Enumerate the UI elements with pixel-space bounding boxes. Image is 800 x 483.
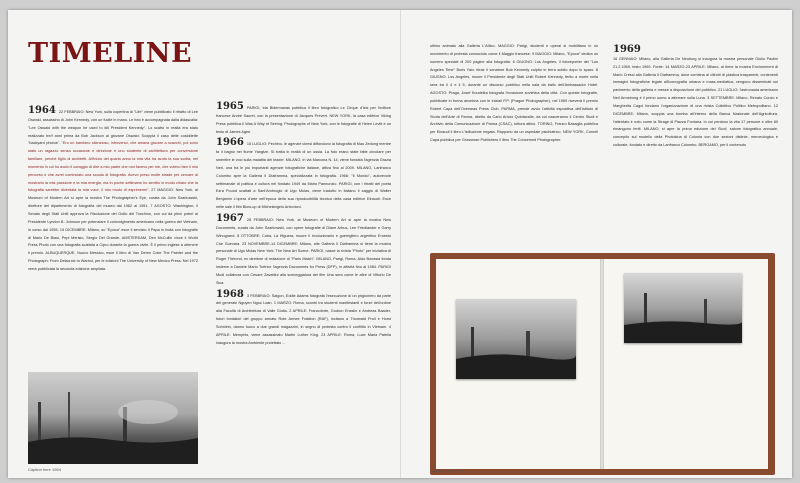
page-title: TIMELINE: [28, 38, 193, 69]
year-heading: 1969: [613, 44, 641, 55]
photo-caption: Caption here 1924: [430, 468, 463, 473]
year-heading: 1967: [216, 212, 244, 224]
quote-text: "Ero un bambino silenzioso, introverso, che amava giocare a scacchi, poi sono stato un ragazzo senza occasione e direzione e uno studente di architettura per conversione familiare, perché figlio di architetti. All'inizio del quarto anno la mia vita ha avuto la sua svolta, nel momento in cui ho avuto il coraggio di dire a mio padre che non facevo per me, che volevo fare il mio percorso e che avrei cominciato una scuola di fotografia. Avevo preso molte strade per cercare di mostrarlo la mia passione e la mia energia, ma in poche settimane ho sentito in modo chiaro che la fotografia sarebbe diventata la mia voce, il mio modo di esprimermi".: [28, 141, 198, 193]
notebook-photo: [430, 253, 775, 475]
entry-text: PARIGI, Ida Bidermanas pubblica il libro fotografico Le Cirque d'Izis per l'editore francese André Sauret, con la presentazione di Jacques Prévert. NEW YORK, la casa editrice Viking Press pubblica Il Was A Way of Seeing: Photographs of New York, con le fotografie di Helen Levitt e un testo di James Agee.: [216, 106, 391, 134]
timeline-column-1: [28, 107, 198, 277]
year-heading: 1964: [28, 105, 56, 116]
entry-text: 16 GENNAIO: Milano, alla Galleria De Neuburg si inaugura la mostra personale Giulio Paolini 21.2.1969, testo 1969. Fonte: 14 MARZO-23 APRILE: Milano, al tiene la mostra Environment di Mario Cresci alla Galleria Il Diaframma, dove combina al cilindri di plastica trasparenti, contenenti immagini fotografiche legate all'iconografia urbana e mass-mediatica, vengono disseminati sul pavimento della galleria e messe a disposizione del pubblico. 21 LUGLIO: l'astronauta americano Neil Armstrong è il primo uomo a atterrare sulla Luna. 3 SETTEMBRE: Milano, Renato Curcio e Margherita Cagol fondano l'organizzazione di una rivista Collettivo Politico Metropolitano. 12 DICEMBRE: Milano, scoppia una bomba all'interno della Banca Nazionale dell'Agricoltura, l'attentato è noto come la Strage di Piazza Fontana. In cui perdono la vita 17 persone e oltre 80 rimangono feriti. MILANO, si apre la prima edizione del Sicof, salone fotografico annuale, concepito sul modello della Photokina di Colonia con due sezioni distinte, merceologica e culturale, fondato e diretto da Lanfranco Colombo. BERGAMO, per il contenuto: [613, 56, 778, 148]
entry-1966: [216, 139, 391, 212]
timeline-column-4: [613, 46, 778, 153]
year-heading: 1968: [216, 288, 244, 300]
entry-text: 27 MAGGIO: New York, al Museum of Modern Art si apre la mostra The Photographer's Eye, curata da John Szarkowski, direttore del dipartimento di fotografia del museo dal 1962 al 1991. 7 AGOSTO: Washington, il Senato degli Stati Uniti approva la Risoluzione del Golfo del Tonchino, con cui dà pieni poteri al Presidente Lyndon B. Johnson per potenziare il coinvolgimento americano nella guerra del Vietnam, in corso dal 1955. 15 DICEMBRE: Milano, su "Epoca" esce il servizio Il Papa in India con fotografie di Mario De Biasi, Pepi Merisio, Sergio Del Grande. AMSTERDAM, Den McCullin vince il World Press Photo con una fotografia scattata a Cipro durante la guerra civile. È il primo inglese a ottenere il premio. ALBUQUERQUE, Nuovo Messico, esce Il libro di Van Deren Coke The Painter and the Photograph: From Delacroix to Warhol, per le edizioni The University of New Mexico Press. Nel 1972 verrà pubblicata la seconda edizione ampliata.: [28, 188, 198, 271]
entry-text: 15 LUGLIO: Pechino, le agenzie cinesi diffondono la fotografia di Mao Zedong mentre fa il bagno nel fiume Yangtze. Si tratta in realtà di un ossia. La foto erano state fatte circolare per smentire le voci sulla malattia del leader. MILANO, in via Marcona N. 14, viene fondata l'agenzia Grazia Neri, una tra le più importanti agenzie fotografiche italiane, attiva fino al 2009. MILANO, Lanfranco Colombo apre la Galleria Il Diaframma, specializzata in fotografia. 1966: "Il Mondo", autorevole settimanale di politica e cultura nel fondato 1949 da Mario Pannunzio. PARIGI, con i ritratti del poeta Ezra Pound scattati a Sant'Ambrogio di Ugo Mulas, viene tradotto in italiano il saggio di Walter Benjamin L'opera d'arte nell'epoca della sua riproducibilità tecnica della casa editrice Einaudi. Esce nelle sale il film Blow-up di Michelangelo Antonioni.: [216, 142, 391, 210]
photo-silhouettes: [28, 372, 198, 464]
entry-1968-continued: ultimo animato alla Galleria L'Attico. MAGGIO: Parigi, studenti e operai si mobilitano in un movimento di protesta conosciuto come il Maggio francese. 9 MAGGIO: Milano, "Epoca" dedica un numero speciale di 200 pagine alla fotografia. 6 GIUGNO: Los Angeles, il fotoreporter del "Los Angeles Time" Boris Yaro ritrae il senatore Bob Kennedy colpito in terra subito dopo lo sparo. 8 GIUGNO: Los Angeles, muore il Presidente degli Stati Uniti Robert Kennedy, ferito a morte nella sera tra il 4 e il 5, durante un discorso pubblico nella sala da ballo dell'Ambassador Hotel. AGOSTO: Praga, Josef Koudelka fotografa l'invasione sovietica della città. Con queste fotografie, pubblicate in forma anonima con le iniziali P.P. (Prague Photographer), nel 1969 riceverà il premio Robert Capa dell'Overseas Press Club. PARMA, prende avvio l'attività espositiva dell'Istituto di Storia dell'Arte di Parma, diretto da Carlo Arturo Quintavalle, da cui nasceranno il Centro Studi e Archivio della Comunicazione di Parma (CSAC), tuttora attivo. TORINO, Franco Basaglia pubblica per Einaudi il libro L'istituzione negata. Rapporto da un ospedale psichiatrico. NEW YORK, Cornell Capa pubblica per Grossman Publishers il libro The Concerned Photographer.: [430, 44, 598, 143]
entry-text: 3 FEBBRAIO: Saigon, Eddie Adams fotografa l'esecuzione di un prigioniero da parte del generale Nguyen Ngoc Loan. 1 MARZO: Roma, scontri tra studenti manifestanti e forze dell'ordine alla Facoltà di Architettura di Valle Giulia. 2 APRILE: Francoforte, Gudrun Ensslin e Andreas Baader, futuri fondatori del gruppo armato Rote Armee Fraktion (RAF), incitano a Thorwald Proll e Horst Sohnlein, danno fuoco a due grandi magazzini, in segno di protesta contro il conflitto in Vietnam. 4 APRILE: Memphis, viene assassinato Martin Luther King. 23 APRILE: Roma, Luce Maria Patella inaugura la mostra Ambiente proiettato ...: [216, 293, 391, 345]
pasted-photo-silhouettes: [456, 299, 576, 379]
pasted-photo-right: [624, 273, 742, 343]
notebook-right-page: [604, 259, 768, 469]
entry-1964: [28, 107, 198, 274]
entry-1969: [613, 46, 778, 150]
timeline-column-2: [216, 103, 391, 350]
entry-text: 28 FEBBRAIO: New York, al Museum of Modern Art si apre la mostra New Documents, curata da John Szarkowski, con opere fotografie di Diane Arbus, Lee Friedlander e Garry Winogrand. 8 OTTOBRE: Cuba, La Higuera, muore il rivoluzionario e guerrigliero argentino Ernesto Che Guevara. 23 NOVEMBRE-14 DICEMBRE: Milano, alle Galleria Il Diaframma si tiene la mostra personale di Ugo Mulas New York: The New Art Scene. PARIGI, nasce la rivista "Photo" per iniziativa di Roger Thérond, ex direttore di redazione di "Paris Match". MILANO, Parigi, Roma, Aldo Bonasia fonda insieme a Daniele Mario Tortrice l'agenzia Documents for Press (DFP), in attività fino al 1984. PARIGI Mudi collabora con Cesare Zavattini alla sceneggiatura del film Una sera come le altre di Vittorio De Sica.: [216, 217, 391, 285]
entry-1965: [216, 103, 391, 136]
photo-caption: Caption here 1964: [28, 467, 61, 472]
entry-text: 22 FEBBRAIO: New York, sulla copertina di "Life" viene pubblicato il ritratto di Lee Oswald, assassino di John Kennedy, con un fucile in mano. Le foto è accompagnata dalla didascalia: "Lee Oswald with the weapon he used to kill President Kennedy". Lo scatto in realtà era stato realizzato tre/f anni prima da Bob Jackson al giovane Oswald. Scoppia il caso delle cosiddette "backyard photos".: [28, 110, 198, 146]
year-heading: 1966: [216, 137, 244, 149]
pasted-photo-left: [456, 299, 576, 379]
magazine-spread: [8, 10, 792, 478]
photo-industrial-landscape: [28, 372, 198, 464]
page-gutter: [400, 10, 401, 478]
notebook-left-page: [436, 259, 600, 469]
timeline-column-3: [430, 43, 598, 148]
year-heading: 1965: [216, 101, 244, 112]
pasted-photo-silhouettes: [624, 273, 742, 343]
entry-1967: [216, 212, 391, 288]
entry-1968: [216, 288, 391, 348]
